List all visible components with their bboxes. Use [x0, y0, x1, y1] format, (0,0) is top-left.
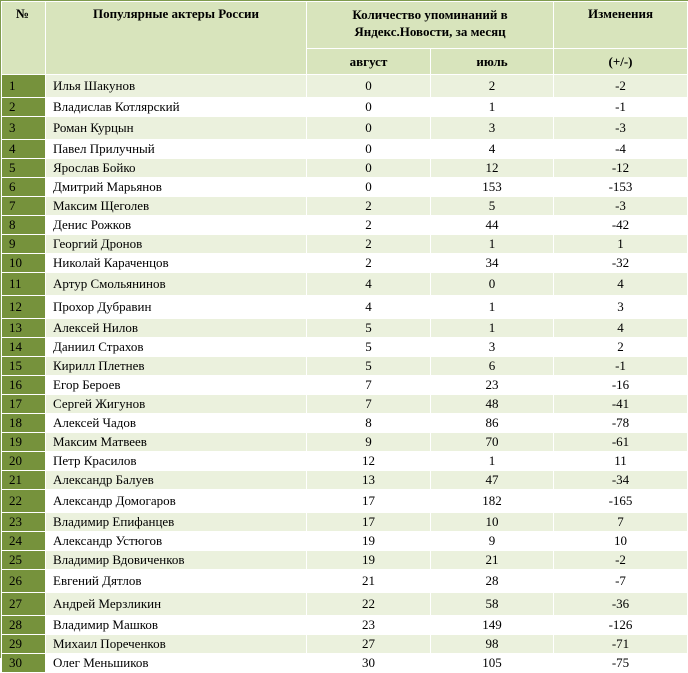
change-value: -2: [554, 75, 688, 98]
header-row: [2, 2, 688, 49]
row-number: 9: [2, 235, 46, 254]
row-number: 8: [2, 216, 46, 235]
row-number: 7: [2, 197, 46, 216]
row-number: 12: [2, 296, 46, 319]
august-count: 23: [307, 616, 431, 635]
august-count: 5: [307, 338, 431, 357]
july-count: 1: [431, 319, 554, 338]
table-row: [2, 616, 688, 635]
august-count: 8: [307, 414, 431, 433]
change-value: -126: [554, 616, 688, 635]
change-value: -61: [554, 433, 688, 452]
august-count: 17: [307, 490, 431, 513]
actor-name: Александр Балуев: [46, 471, 307, 490]
july-count: 70: [431, 433, 554, 452]
july-count: 28: [431, 570, 554, 593]
table-row: [2, 254, 688, 273]
august-count: 19: [307, 532, 431, 551]
table-row: [2, 414, 688, 433]
actor-name: Олег Меньшиков: [46, 654, 307, 673]
actor-name: Владимир Епифанцев: [46, 513, 307, 532]
table-row: [2, 593, 688, 616]
actor-name: Максим Щеголев: [46, 197, 307, 216]
row-number: 20: [2, 452, 46, 471]
row-number: 27: [2, 593, 46, 616]
table-row: [2, 273, 688, 296]
header-mentions-line2: Яндекс.Новости, за месяц: [354, 24, 506, 39]
july-count: 10: [431, 513, 554, 532]
actor-name: Евгений Дятлов: [46, 570, 307, 593]
august-count: 0: [307, 159, 431, 178]
table-row: [2, 433, 688, 452]
august-count: 17: [307, 513, 431, 532]
august-count: 0: [307, 117, 431, 140]
table-row: [2, 376, 688, 395]
actor-name: Илья Шакунов: [46, 75, 307, 98]
row-number: 14: [2, 338, 46, 357]
change-value: -1: [554, 357, 688, 376]
actor-name: Ярослав Бойко: [46, 159, 307, 178]
august-count: 13: [307, 471, 431, 490]
august-count: 5: [307, 319, 431, 338]
change-value: -41: [554, 395, 688, 414]
table-row: [2, 140, 688, 159]
july-count: 6: [431, 357, 554, 376]
july-count: 149: [431, 616, 554, 635]
july-count: 86: [431, 414, 554, 433]
change-value: -2: [554, 551, 688, 570]
july-count: 153: [431, 178, 554, 197]
july-count: 44: [431, 216, 554, 235]
actor-name: Александр Устюгов: [46, 532, 307, 551]
row-number: 17: [2, 395, 46, 414]
august-count: 5: [307, 357, 431, 376]
actor-name: Денис Рожков: [46, 216, 307, 235]
july-count: 1: [431, 452, 554, 471]
actor-name: Дмитрий Марьянов: [46, 178, 307, 197]
table-row: [2, 570, 688, 593]
actor-name: Александр Домогаров: [46, 490, 307, 513]
august-count: 7: [307, 376, 431, 395]
july-count: 1: [431, 98, 554, 117]
row-number: 15: [2, 357, 46, 376]
actor-name: Владислав Котлярский: [46, 98, 307, 117]
table-row: [2, 452, 688, 471]
august-count: 21: [307, 570, 431, 593]
actor-name: Владимир Машков: [46, 616, 307, 635]
table-row: [2, 490, 688, 513]
header-mentions-count: [307, 2, 554, 49]
row-number: 13: [2, 319, 46, 338]
change-value: -78: [554, 414, 688, 433]
change-value: -1: [554, 98, 688, 117]
change-value: -75: [554, 654, 688, 673]
row-number: 6: [2, 178, 46, 197]
august-count: 0: [307, 75, 431, 98]
actor-name: Артур Смольянинов: [46, 273, 307, 296]
actor-name: Роман Курцын: [46, 117, 307, 140]
change-value: 3: [554, 296, 688, 319]
actor-name: Алексей Чадов: [46, 414, 307, 433]
july-count: 98: [431, 635, 554, 654]
actor-name: Сергей Жигунов: [46, 395, 307, 414]
row-number: 26: [2, 570, 46, 593]
actor-name: Прохор Дубравин: [46, 296, 307, 319]
august-count: 2: [307, 216, 431, 235]
actor-name: Кирилл Плетнев: [46, 357, 307, 376]
august-count: 4: [307, 296, 431, 319]
august-count: 22: [307, 593, 431, 616]
table-row: [2, 75, 688, 98]
july-count: 3: [431, 338, 554, 357]
august-count: 4: [307, 273, 431, 296]
header-actor-name: Популярные актеры России: [46, 2, 307, 75]
august-count: 12: [307, 452, 431, 471]
row-number: 19: [2, 433, 46, 452]
row-number: 30: [2, 654, 46, 673]
july-count: 1: [431, 296, 554, 319]
table-row: [2, 159, 688, 178]
row-number: 18: [2, 414, 46, 433]
table-row: [2, 654, 688, 673]
row-number: 25: [2, 551, 46, 570]
august-count: 2: [307, 254, 431, 273]
july-count: 5: [431, 197, 554, 216]
table-row: [2, 532, 688, 551]
august-count: 0: [307, 98, 431, 117]
actor-name: Владимир Вдовиченков: [46, 551, 307, 570]
july-count: 9: [431, 532, 554, 551]
actors-table: [1, 1, 688, 673]
august-count: 19: [307, 551, 431, 570]
july-count: 58: [431, 593, 554, 616]
august-count: 0: [307, 140, 431, 159]
actor-name: Николай Караченцов: [46, 254, 307, 273]
row-number: 10: [2, 254, 46, 273]
table-row: [2, 395, 688, 414]
change-value: 7: [554, 513, 688, 532]
table-body: [2, 75, 688, 673]
july-count: 0: [431, 273, 554, 296]
change-value: -34: [554, 471, 688, 490]
actor-name: Михаил Пореченков: [46, 635, 307, 654]
change-value: -36: [554, 593, 688, 616]
table-row: [2, 357, 688, 376]
july-count: 48: [431, 395, 554, 414]
row-number: 3: [2, 117, 46, 140]
header-changes-sign: (+/-): [554, 49, 688, 75]
actor-name: Павел Прилучный: [46, 140, 307, 159]
table-row: [2, 338, 688, 357]
august-count: 7: [307, 395, 431, 414]
table-row: [2, 471, 688, 490]
row-number: 28: [2, 616, 46, 635]
august-count: 27: [307, 635, 431, 654]
change-value: 4: [554, 273, 688, 296]
row-number: 29: [2, 635, 46, 654]
actor-name: Алексей Нилов: [46, 319, 307, 338]
july-count: 34: [431, 254, 554, 273]
change-value: -42: [554, 216, 688, 235]
row-number: 22: [2, 490, 46, 513]
actor-name: Егор Бероев: [46, 376, 307, 395]
change-value: -3: [554, 117, 688, 140]
row-number: 4: [2, 140, 46, 159]
table-row: [2, 296, 688, 319]
table-row: [2, 551, 688, 570]
change-value: -12: [554, 159, 688, 178]
change-value: -71: [554, 635, 688, 654]
table-row: [2, 319, 688, 338]
actor-name: Андрей Мерзликин: [46, 593, 307, 616]
change-value: -16: [554, 376, 688, 395]
table-row: [2, 513, 688, 532]
august-count: 0: [307, 178, 431, 197]
table-row: [2, 635, 688, 654]
july-count: 21: [431, 551, 554, 570]
header-number: №: [2, 2, 46, 75]
change-value: -7: [554, 570, 688, 593]
header-changes: Изменения: [554, 2, 688, 49]
july-count: 2: [431, 75, 554, 98]
august-count: 30: [307, 654, 431, 673]
july-count: 4: [431, 140, 554, 159]
july-count: 182: [431, 490, 554, 513]
row-number: 11: [2, 273, 46, 296]
row-number: 5: [2, 159, 46, 178]
july-count: 3: [431, 117, 554, 140]
july-count: 1: [431, 235, 554, 254]
change-value: -4: [554, 140, 688, 159]
table-row: [2, 235, 688, 254]
change-value: 4: [554, 319, 688, 338]
actor-name: Максим Матвеев: [46, 433, 307, 452]
table-row: [2, 178, 688, 197]
row-number: 23: [2, 513, 46, 532]
change-value: -153: [554, 178, 688, 197]
row-number: 1: [2, 75, 46, 98]
header-july: июль: [431, 49, 554, 75]
change-value: -32: [554, 254, 688, 273]
change-value: 1: [554, 235, 688, 254]
table-row: [2, 117, 688, 140]
actor-name: Даниил Страхов: [46, 338, 307, 357]
table-row: [2, 197, 688, 216]
change-value: -165: [554, 490, 688, 513]
header-august: август: [307, 49, 431, 75]
august-count: 2: [307, 235, 431, 254]
row-number: 16: [2, 376, 46, 395]
change-value: 10: [554, 532, 688, 551]
august-count: 9: [307, 433, 431, 452]
table-row: [2, 216, 688, 235]
change-value: 11: [554, 452, 688, 471]
change-value: -3: [554, 197, 688, 216]
july-count: 12: [431, 159, 554, 178]
change-value: 2: [554, 338, 688, 357]
july-count: 23: [431, 376, 554, 395]
row-number: 21: [2, 471, 46, 490]
actor-name: Георгий Дронов: [46, 235, 307, 254]
table-row: [2, 98, 688, 117]
actor-name: Петр Красилов: [46, 452, 307, 471]
july-count: 47: [431, 471, 554, 490]
july-count: 105: [431, 654, 554, 673]
row-number: 24: [2, 532, 46, 551]
header-mentions-line1: Количество упоминаний в: [352, 7, 508, 22]
august-count: 2: [307, 197, 431, 216]
row-number: 2: [2, 98, 46, 117]
